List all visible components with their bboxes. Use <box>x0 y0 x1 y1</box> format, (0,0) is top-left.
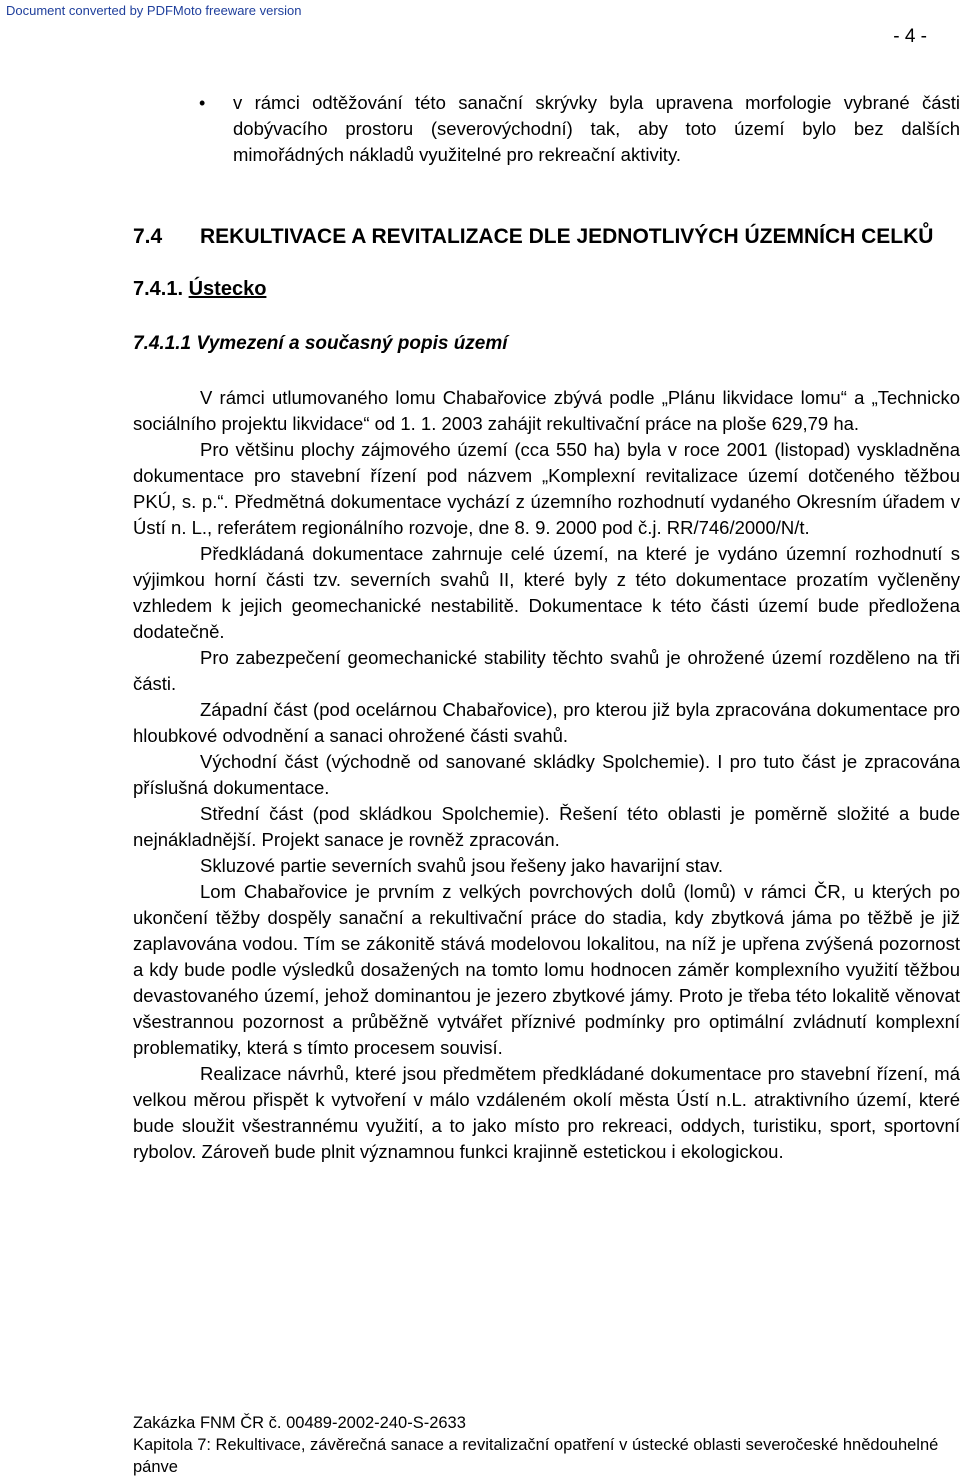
paragraph: Pro většinu plochy zájmového území (cca 550 ha) byla v roce 2001 (listopad) vyskladněna dokumentace pro stavební řízení pod názvem „Komplexní revitalizace území dotčeného těžbou PKÚ, s. p.“. Předmětná dokumentace vychází z územního rozhodnutí vydaného Okresním úřadem v Ústí n. L., referátem regionálního rozvoje, dne 8. 9. 2000 pod č.j. RR/746/2000/N/t. <box>133 439 960 538</box>
paragraph: V rámci utlumovaného lomu Chabařovice zbývá podle „Plánu likvidace lomu“ a „Technicko sociálního projektu likvidace“ od 1. 1. 2003 zahájit rekultivační práce na ploše 629,79 ha. <box>133 387 960 434</box>
subsection-number: 7.4.1. <box>133 278 184 300</box>
paragraph: Pro zabezpečení geomechanické stability těchto svahů je ohrožené území rozděleno na tři části. <box>133 647 960 694</box>
section-number: 7.4 <box>133 225 163 248</box>
paragraph: Střední část (pod skládkou Spolchemie). Řešení této oblasti je poměrně složité a bude nejnákladnější. Projekt sanace je rovněž zpracován. <box>133 803 960 850</box>
paragraph: Západní část (pod ocelárnou Chabařovice), pro kterou již byla zpracována dokumentace pro hloubkové odvodnění a sanaci ohrožené části svahů. <box>133 699 960 746</box>
page-number: - 4 - <box>893 26 927 47</box>
subsubsection-heading: 7.4.1.1 Vymezení a současný popis území <box>133 333 508 354</box>
paragraph: Východní část (východně od sanované skládky Spolchemie). I pro tuto část je zpracována příslušná dokumentace. <box>133 751 960 798</box>
paragraph: Lom Chabařovice je prvním z velkých povrchových dolů (lomů) v rámci ČR, u kterých po ukončení těžby dospěly sanační a rekultivační práce do stadia, kdy zbytková jáma po těžbě je již zaplavována vodou. Tím se zákonitě stává modelovou lokalitou, na níž je upřena zvýšená pozornost a kdy bude podle výsledků dosažených na tomto lomu hodnocen záměr komplexního využití těžbou devastovaného území, jehož dominantou je jezero zbytkové jámy. Proto je třeba této lokalitě věnovat všestrannou pozornost a průběžně vytvářet příznivé podmínky pro optimální zvládnutí komplexní problematiky, která s tímto procesem souvisí. <box>133 881 960 1058</box>
section-title: REKULTIVACE A REVITALIZACE DLE JEDNOTLIVÝCH ÚZEMNÍCH CELKŮ <box>200 225 934 248</box>
paragraph: Předkládaná dokumentace zahrnuje celé území, na které je vydáno územní rozhodnutí s výjimkou horní části tzv. severních svahů II, které byly z této dokumentace prozatím vyčleněny vzhledem k jejich geomechanické nestabilitě. Dokumentace k této části území bude předložena dodatečně. <box>133 543 960 642</box>
section-heading <box>133 221 960 252</box>
subsection-title: Ústecko <box>188 278 267 300</box>
paragraphs <box>133 385 960 1165</box>
footer-contract-line: Zakázka FNM ČR č. 00489-2002-240-S-2633 <box>133 1414 466 1432</box>
paragraph: Realizace návrhů, které jsou předmětem předkládané dokumentace pro stavební řízení, má velkou měrou přispět k vytvoření v málo vzdáleném okolí města Ústí n.L. atraktivního území, které bude sloužit všestrannému využití, a to jako místo pro rekreaci, oddych, turistiku, sport, sportovní rybolov. Zároveň bude plnit významnou funkci krajinně estetickou i ekologickou. <box>133 1063 960 1162</box>
subsection-heading <box>133 276 960 302</box>
bullet-icon: • <box>199 93 206 113</box>
bullet-list-item <box>133 90 960 168</box>
page-footer <box>133 1412 960 1478</box>
footer-chapter-line: Kapitola 7: Rekultivace, závěrečná sanace a revitalizační opatření v ústecké oblasti severočeské hnědouhelné pánve <box>133 1436 939 1476</box>
document-body <box>133 90 960 1165</box>
converter-watermark: Document converted by PDFMoto freeware version <box>6 3 302 18</box>
bullet-text: v rámci odtěžování této sanační skrývky byla upravena morfologie vybrané části dobývacího prostoru (severovýchodní) tak, aby toto území bylo bez dalších mimořádných nákladů využitelné pro rekreační aktivity. <box>233 92 960 165</box>
paragraph: Skluzové partie severních svahů jsou řešeny jako havarijní stav. <box>200 855 724 876</box>
